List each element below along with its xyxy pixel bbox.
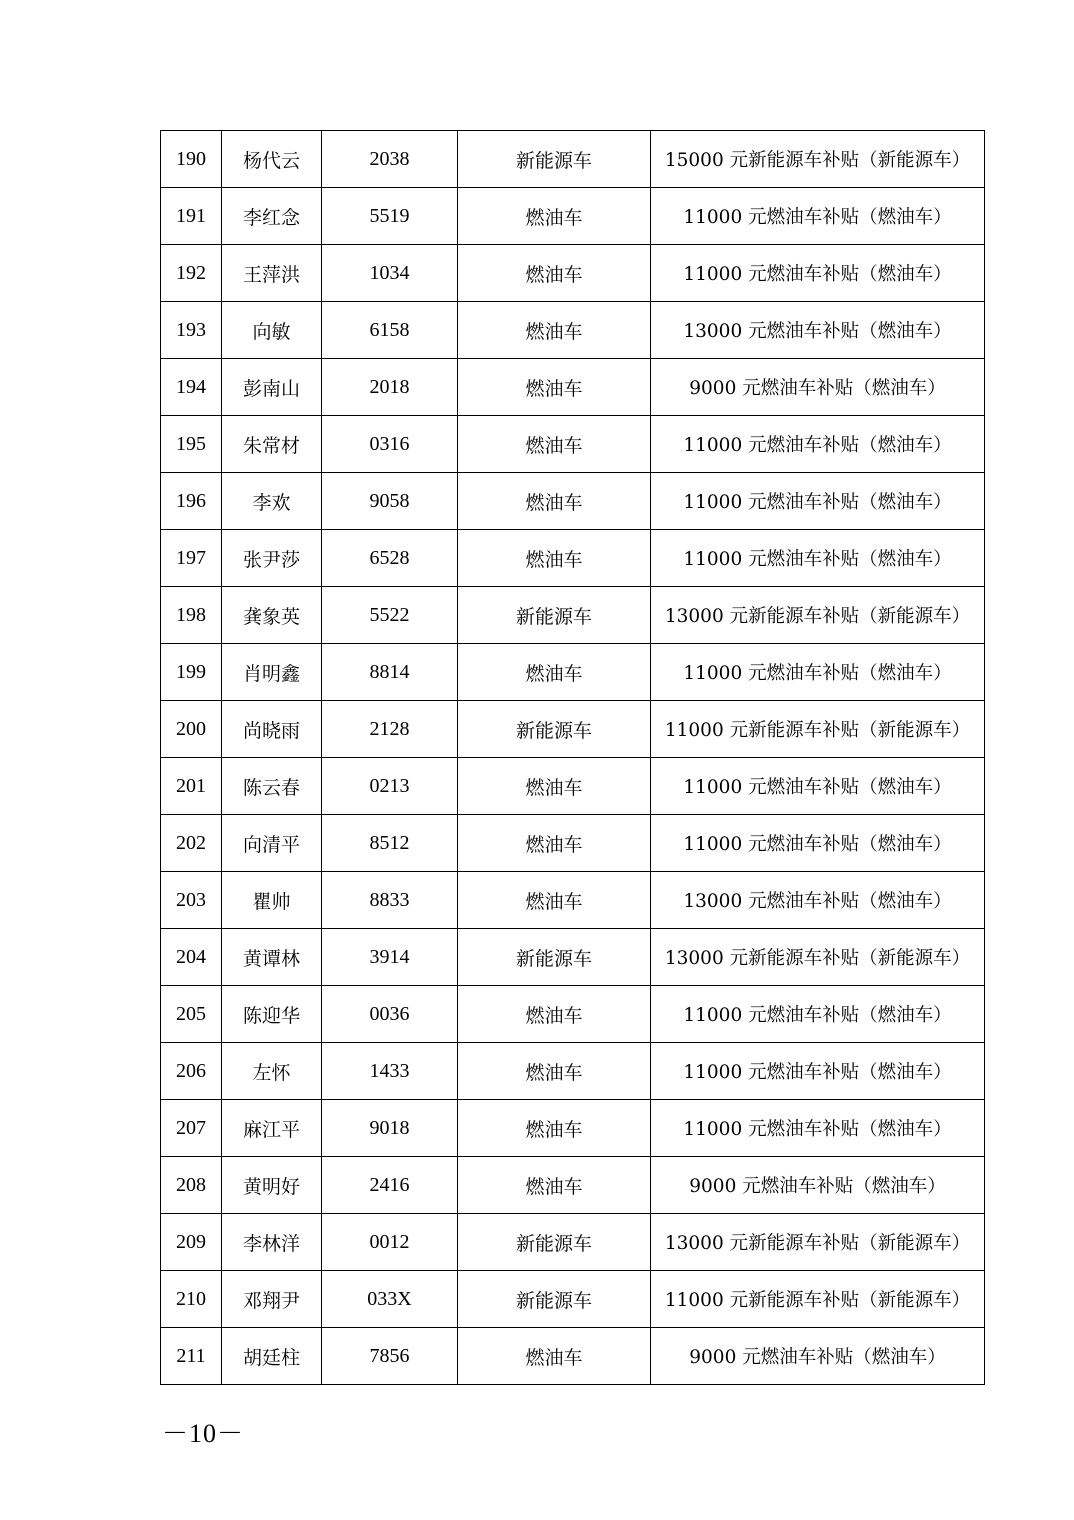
subsidy-description: 13000 元新能源车补贴（新能源车） (651, 587, 985, 644)
page-number: －10－ (162, 1419, 245, 1448)
row-number: 201 (161, 758, 222, 815)
row-number: 194 (161, 359, 222, 416)
subsidy-description: 11000 元燃油车补贴（燃油车） (651, 245, 985, 302)
row-number: 195 (161, 416, 222, 473)
person-name: 张尹莎 (222, 530, 322, 587)
vehicle-type: 燃油车 (458, 416, 651, 473)
subsidy-description: 15000 元新能源车补贴（新能源车） (651, 131, 985, 188)
vehicle-type: 燃油车 (458, 245, 651, 302)
vehicle-type: 燃油车 (458, 302, 651, 359)
subsidy-table-body (161, 131, 985, 1385)
vehicle-type: 新能源车 (458, 1214, 651, 1271)
vehicle-type: 新能源车 (458, 929, 651, 986)
id-suffix: 5519 (322, 188, 458, 245)
table-row (161, 1100, 985, 1157)
row-number: 202 (161, 815, 222, 872)
row-number: 193 (161, 302, 222, 359)
row-number: 191 (161, 188, 222, 245)
person-name: 龚象英 (222, 587, 322, 644)
table-row (161, 473, 985, 530)
table-row (161, 416, 985, 473)
id-suffix: 2416 (322, 1157, 458, 1214)
subsidy-table (160, 130, 985, 1385)
subsidy-table-container (160, 130, 984, 1385)
table-row (161, 815, 985, 872)
row-number: 203 (161, 872, 222, 929)
subsidy-description: 11000 元燃油车补贴（燃油车） (651, 986, 985, 1043)
id-suffix: 1034 (322, 245, 458, 302)
row-number: 192 (161, 245, 222, 302)
table-row (161, 758, 985, 815)
table-row (161, 1043, 985, 1100)
vehicle-type: 新能源车 (458, 701, 651, 758)
id-suffix: 6528 (322, 530, 458, 587)
row-number: 207 (161, 1100, 222, 1157)
person-name: 瞿帅 (222, 872, 322, 929)
vehicle-type: 燃油车 (458, 188, 651, 245)
row-number: 208 (161, 1157, 222, 1214)
id-suffix: 8833 (322, 872, 458, 929)
person-name: 李红念 (222, 188, 322, 245)
vehicle-type: 新能源车 (458, 131, 651, 188)
person-name: 向敏 (222, 302, 322, 359)
id-suffix: 2128 (322, 701, 458, 758)
person-name: 肖明鑫 (222, 644, 322, 701)
table-row (161, 986, 985, 1043)
vehicle-type: 燃油车 (458, 986, 651, 1043)
id-suffix: 9058 (322, 473, 458, 530)
id-suffix: 9018 (322, 1100, 458, 1157)
row-number: 206 (161, 1043, 222, 1100)
person-name: 杨代云 (222, 131, 322, 188)
table-row (161, 1271, 985, 1328)
id-suffix: 0213 (322, 758, 458, 815)
vehicle-type: 燃油车 (458, 530, 651, 587)
person-name: 李林洋 (222, 1214, 322, 1271)
subsidy-description: 9000 元燃油车补贴（燃油车） (651, 359, 985, 416)
table-row (161, 1157, 985, 1214)
vehicle-type: 燃油车 (458, 359, 651, 416)
table-row (161, 302, 985, 359)
id-suffix: 0316 (322, 416, 458, 473)
id-suffix: 1433 (322, 1043, 458, 1100)
table-row (161, 872, 985, 929)
vehicle-type: 燃油车 (458, 1043, 651, 1100)
person-name: 彭南山 (222, 359, 322, 416)
person-name: 李欢 (222, 473, 322, 530)
id-suffix: 033X (322, 1271, 458, 1328)
id-suffix: 5522 (322, 587, 458, 644)
subsidy-description: 11000 元燃油车补贴（燃油车） (651, 1043, 985, 1100)
subsidy-description: 11000 元燃油车补贴（燃油车） (651, 530, 985, 587)
id-suffix: 0012 (322, 1214, 458, 1271)
row-number: 209 (161, 1214, 222, 1271)
table-row (161, 359, 985, 416)
row-number: 198 (161, 587, 222, 644)
person-name: 黄明好 (222, 1157, 322, 1214)
vehicle-type: 新能源车 (458, 1271, 651, 1328)
vehicle-type: 燃油车 (458, 815, 651, 872)
id-suffix: 0036 (322, 986, 458, 1043)
person-name: 王萍洪 (222, 245, 322, 302)
vehicle-type: 燃油车 (458, 644, 651, 701)
id-suffix: 2018 (322, 359, 458, 416)
row-number: 210 (161, 1271, 222, 1328)
table-row (161, 245, 985, 302)
table-row (161, 530, 985, 587)
table-row (161, 1214, 985, 1271)
id-suffix: 8512 (322, 815, 458, 872)
id-suffix: 2038 (322, 131, 458, 188)
person-name: 陈云春 (222, 758, 322, 815)
id-suffix: 3914 (322, 929, 458, 986)
subsidy-description: 13000 元燃油车补贴（燃油车） (651, 872, 985, 929)
subsidy-description: 11000 元新能源车补贴（新能源车） (651, 1271, 985, 1328)
vehicle-type: 燃油车 (458, 1100, 651, 1157)
vehicle-type: 燃油车 (458, 473, 651, 530)
subsidy-description: 13000 元新能源车补贴（新能源车） (651, 1214, 985, 1271)
row-number: 197 (161, 530, 222, 587)
table-row (161, 587, 985, 644)
subsidy-description: 11000 元燃油车补贴（燃油车） (651, 473, 985, 530)
row-number: 199 (161, 644, 222, 701)
person-name: 麻江平 (222, 1100, 322, 1157)
row-number: 190 (161, 131, 222, 188)
subsidy-description: 13000 元新能源车补贴（新能源车） (651, 929, 985, 986)
row-number: 211 (161, 1328, 222, 1385)
person-name: 向清平 (222, 815, 322, 872)
table-row (161, 929, 985, 986)
person-name: 胡廷柱 (222, 1328, 322, 1385)
person-name: 左怀 (222, 1043, 322, 1100)
id-suffix: 8814 (322, 644, 458, 701)
id-suffix: 6158 (322, 302, 458, 359)
person-name: 朱常材 (222, 416, 322, 473)
vehicle-type: 燃油车 (458, 1328, 651, 1385)
subsidy-description: 9000 元燃油车补贴（燃油车） (651, 1157, 985, 1214)
subsidy-description: 11000 元燃油车补贴（燃油车） (651, 644, 985, 701)
vehicle-type: 燃油车 (458, 758, 651, 815)
table-row (161, 188, 985, 245)
person-name: 黄谭林 (222, 929, 322, 986)
vehicle-type: 燃油车 (458, 1157, 651, 1214)
subsidy-description: 11000 元燃油车补贴（燃油车） (651, 416, 985, 473)
vehicle-type: 新能源车 (458, 587, 651, 644)
table-row (161, 131, 985, 188)
table-row (161, 1328, 985, 1385)
subsidy-description: 13000 元燃油车补贴（燃油车） (651, 302, 985, 359)
subsidy-description: 11000 元新能源车补贴（新能源车） (651, 701, 985, 758)
subsidy-description: 11000 元燃油车补贴（燃油车） (651, 815, 985, 872)
row-number: 205 (161, 986, 222, 1043)
id-suffix: 7856 (322, 1328, 458, 1385)
vehicle-type: 燃油车 (458, 872, 651, 929)
row-number: 204 (161, 929, 222, 986)
person-name: 邓翔尹 (222, 1271, 322, 1328)
subsidy-description: 11000 元燃油车补贴（燃油车） (651, 1100, 985, 1157)
person-name: 陈迎华 (222, 986, 322, 1043)
table-row (161, 701, 985, 758)
row-number: 196 (161, 473, 222, 530)
subsidy-description: 11000 元燃油车补贴（燃油车） (651, 188, 985, 245)
row-number: 200 (161, 701, 222, 758)
person-name: 尚晓雨 (222, 701, 322, 758)
table-row (161, 644, 985, 701)
subsidy-description: 9000 元燃油车补贴（燃油车） (651, 1328, 985, 1385)
subsidy-description: 11000 元燃油车补贴（燃油车） (651, 758, 985, 815)
